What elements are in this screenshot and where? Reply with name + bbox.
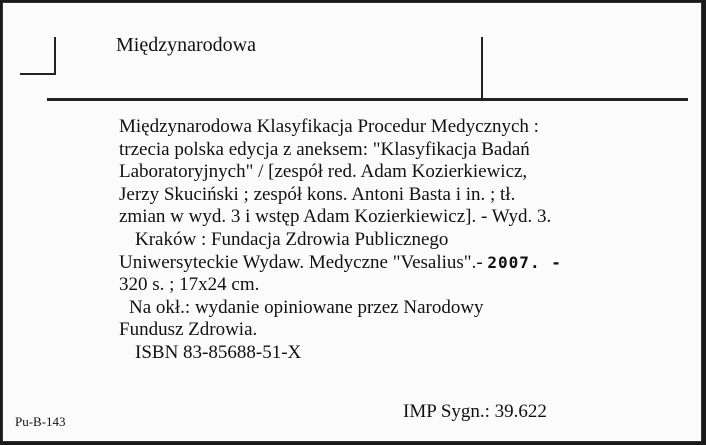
title-line-3: Laboratoryjnych" / [zespół red. Adam Kozierkiewicz, [119,161,528,183]
shelfmark: Pu-B-143 [15,414,66,429]
note-line-1: Na okł.: wydanie opiniowane przez Narodowy [129,296,484,318]
horizontal-rule [47,98,688,101]
catalog-card [2,2,702,442]
publisher-text: Uniwersyteckie Wydaw. Medyczne "Vesalius".- [119,251,483,273]
title-line-5: zmian w wyd. 3 i wstęp Adam Kozierkiewicz]. - Wyd. 3. [119,206,552,228]
card-body [119,116,679,365]
vertical-rule [481,37,483,101]
handwritten-year: 2007. - [487,252,562,272]
physical-description: 320 s. ; 17x24 cm. [119,274,260,296]
isbn: ISBN 83-85688-51-X [135,341,302,363]
publication-line-1: Kraków : Fundacja Zdrowia Publicznego [135,228,449,250]
title-line-4: Jerzy Skuciński ; zespół kons. Antoni Basta i in. ; tł. [119,183,516,205]
corner-mark [20,37,56,75]
note-line-2: Fundusz Zdrowia. [119,319,258,341]
call-number: IMP Sygn.: 39.622 [403,401,547,422]
card-heading: Międzynarodowa [116,34,256,56]
publication-line-2 [119,252,679,275]
title-line-2: trzecia polska edycja z aneksem: "Klasyfikacja Badań [119,138,530,160]
title-line-1: Międzynarodowa Klasyfikacja Procedur Medycznych : [119,116,539,137]
